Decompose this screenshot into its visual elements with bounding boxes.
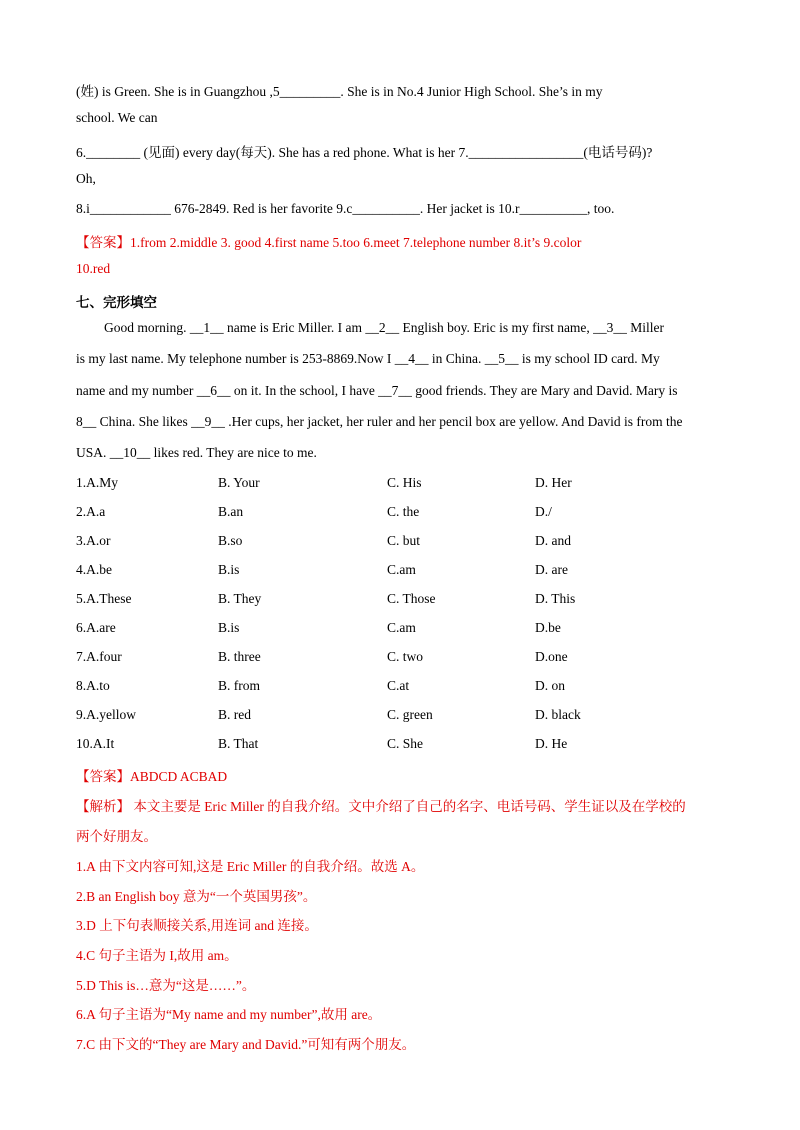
option-b: B.an [218, 504, 244, 519]
option-d: D. He [535, 736, 568, 751]
option-d: D. and [535, 533, 571, 548]
option-b: B. Your [218, 475, 260, 490]
cloze-answer: 【答案】ABDCD ACBAD [76, 769, 228, 784]
option-b: B.is [218, 562, 240, 577]
passage-line-5: USA. __10__ likes red. They are nice to me. [76, 445, 317, 460]
option-a: 5.A.These [76, 591, 132, 606]
explanation-item: 1.A 由下文内容可知,这是 Eric Miller 的自我介绍。故选 A。 [76, 859, 425, 874]
fill-answer-line-1: 【答案】1.from 2.middle 3. good 4.first name 5.too 6.meet 7.telephone number 8.it’s 9.color [76, 235, 582, 250]
option-d: D.be [535, 620, 561, 635]
section-heading: 七、完形填空 [76, 295, 157, 310]
option-a: 10.A.It [76, 736, 115, 751]
fill-line-2: school. We can [76, 110, 158, 125]
option-a: 9.A.yellow [76, 707, 136, 722]
explanation-item: 7.C 由下文的“They are Mary and David.”可知有两个朋友。 [76, 1037, 416, 1052]
option-b: B.is [218, 620, 240, 635]
option-a: 7.A.four [76, 649, 122, 664]
fill-line-3: 6.________ (见面) every day(每天). She has a red phone. What is her 7._________________(电话号码)? [76, 145, 653, 160]
explanation-item: 4.C 句子主语为 I,故用 am。 [76, 948, 238, 963]
option-d: D. on [535, 678, 565, 693]
option-a: 2.A.a [76, 504, 106, 519]
option-d: D. This [535, 591, 576, 606]
explanation-item: 3.D 上下句表顺接关系,用连词 and 连接。 [76, 918, 318, 933]
option-c: C. but [387, 533, 421, 548]
option-a: 1.A.My [76, 475, 119, 490]
option-b: B. They [218, 591, 262, 606]
option-c: C. She [387, 736, 424, 751]
option-d: D.one [535, 649, 568, 664]
option-a: 4.A.be [76, 562, 112, 577]
option-a: 8.A.to [76, 678, 110, 693]
fill-line-5: 8.i____________ 676-2849. Red is her favorite 9.c__________. Her jacket is 10.r__________, too. [76, 201, 615, 216]
passage-line-1: Good morning. __1__ name is Eric Miller. I am __2__ English boy. Eric is my first name, __3__ Miller [104, 320, 665, 335]
passage-line-2: is my last name. My telephone number is 253-8869.Now I __4__ in China. __5__ is my school ID card. My [76, 351, 660, 366]
option-c: C.at [387, 678, 410, 693]
option-b: B.so [218, 533, 243, 548]
option-c: C. green [387, 707, 433, 722]
fill-line-4: Oh, [76, 171, 96, 186]
option-c: C. the [387, 504, 420, 519]
option-c: C.am [387, 562, 416, 577]
option-a: 6.A.are [76, 620, 116, 635]
option-d: D. Her [535, 475, 572, 490]
option-b: B. from [218, 678, 260, 693]
option-c: C. His [387, 475, 422, 490]
passage-line-4: 8__ China. She likes __9__ .Her cups, her jacket, her ruler and her pencil box are yellow. And David is from the [76, 414, 683, 429]
option-c: C. two [387, 649, 424, 664]
analysis-line-1: 【解析】 本文主要是 Eric Miller 的自我介绍。文中介绍了自己的名字、电话号码、学生证以及在学校的 [76, 799, 686, 814]
option-d: D./ [535, 504, 552, 519]
option-c: C.am [387, 620, 416, 635]
option-b: B. That [218, 736, 259, 751]
option-d: D. black [535, 707, 581, 722]
fill-answer-line-2: 10.red [76, 261, 111, 276]
fill-line-1: (姓) is Green. She is in Guangzhou ,5_________. She is in No.4 Junior High School. She’s in my [76, 84, 603, 99]
option-b: B. three [218, 649, 261, 664]
explanation-item: 6.A 句子主语为“My name and my number”,故用 are。 [76, 1007, 382, 1022]
explanation-item: 2.B an English boy 意为“一个英国男孩”。 [76, 889, 317, 904]
analysis-line-2: 两个好朋友。 [76, 829, 157, 844]
option-b: B. red [218, 707, 251, 722]
passage-line-3: name and my number __6__ on it. In the school, I have __7__ good friends. They are Mary and David. Mary is [76, 383, 678, 398]
option-a: 3.A.or [76, 533, 111, 548]
option-d: D. are [535, 562, 568, 577]
explanation-item: 5.D This is…意为“这是……”。 [76, 978, 256, 993]
option-c: C. Those [387, 591, 436, 606]
